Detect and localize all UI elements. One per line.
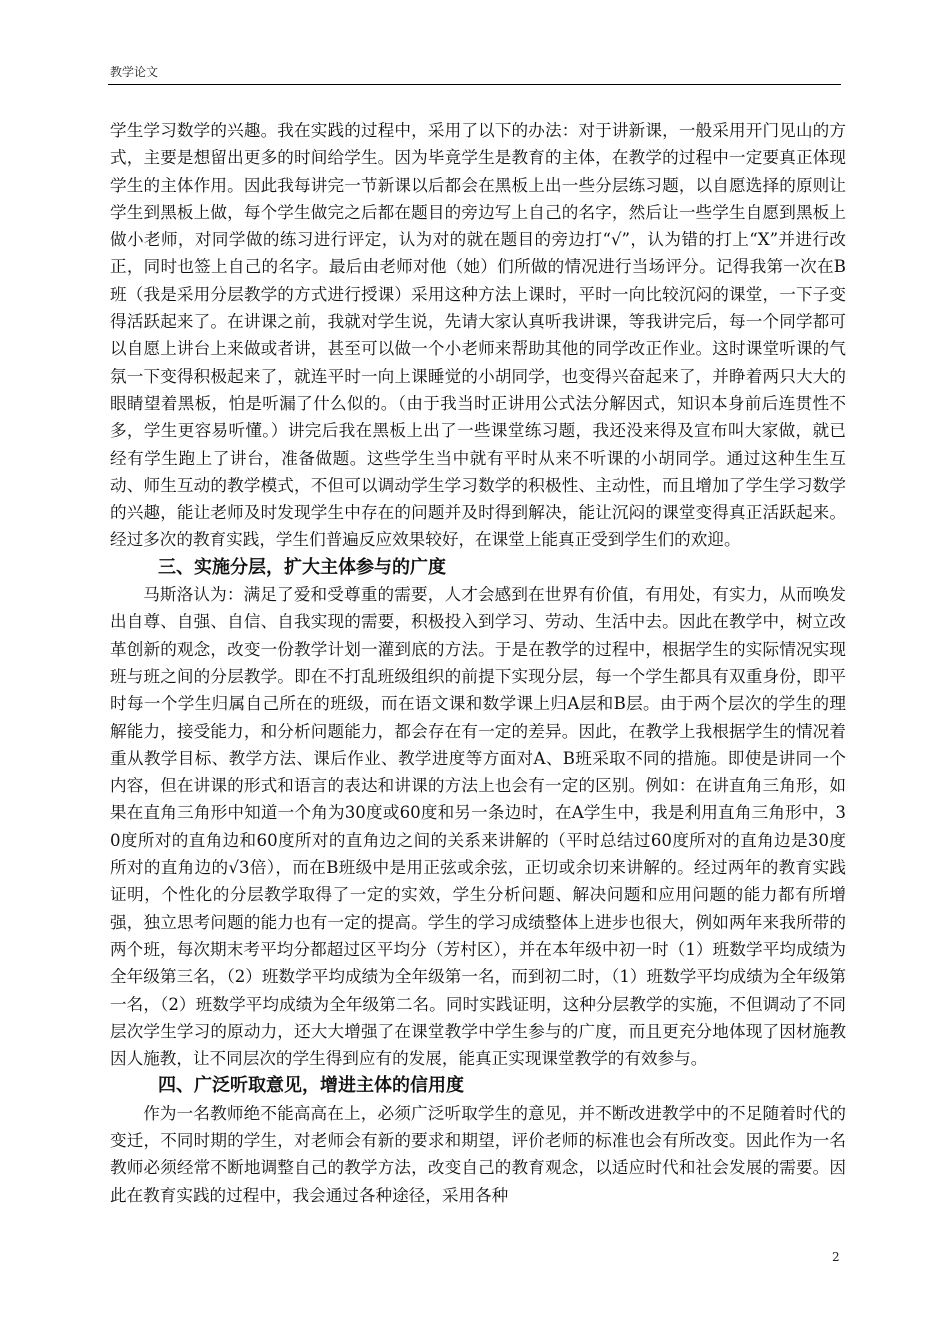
paragraph-section-3: 马斯洛认为：满足了爱和受尊重的需要，人才会感到在世界有价值，有用处，有实力，从而唤发出自尊、自强、自信、自我实现的需要，积极投入到学习、劳动、生活中去。因此在教学中，树立改革创新的观念，改变一份教学计划一灌到底的方法。于是在教学的过程中，根据学生的实际情况实现班与班之间的分层教学。即在不打乱班级组织的前提下实现分层，每一个学生都具有双重身份，即平时每一个学生归属自己所在的班级，而在语文课和数学课上归A层和B层。由于两个层次的学生的理解能力，接受能力，和分析问题能力，都会存在有一定的差异。因此，在教学上我根据学生的情况着重从教学目标、教学方法、课后作业、教学进度等方面对A、B班采取不同的措施。即使是讲同一个内容，但在讲课的形式和语言的表达和讲课的方法上也会有一定的区别。例如：在讲直角三角形，如果在直角三角形中知道一个角为30度或60度和另一条边时，在A学生中，我是利用直角三角形中，30度所对的直角边和60度所对的直角边之间的关系来讲解的（平时总结过60度所对的直角边是30度所对的直角边的√3倍），而在B班级中是用正弦或余弦，正切或余切来讲解的。经过两年的教育实践证明，个性化的分层教学取得了一定的实效，学生分析问题、解决问题和应用问题的能力都有所增强，独立思考问题的能力也有一定的提高。学生的学习成绩整体上进步也很大，例如两年来我所带的两个班，每次期末考平均分都超过区平均分（芳村区），并在本年级中初一时（1）班数学平均成绩为全年级第三名，（2）班数学平均成绩为全年级第一名，而到初二时，（1）班数学平均成绩为全年级第一名，（2）班数学平均成绩为全年级第二名。同时实践证明，这种分层教学的实施，不但调动了不同层次学生学习的原动力，还大大增强了在课堂教学中学生参与的广度，而且更充分地体现了因材施教因人施教，让不同层次的学生得到应有的发展，能真正实现课堂教学的有效参与。 [110,585,846,1069]
page-number: 2 [832,1250,840,1264]
header-rule [108,84,841,85]
paragraph-section-4: 作为一名教师绝不能高高在上，必须广泛听取学生的意见，并不断改进教学中的不足随着时代的变迁，不同时期的学生，对老师会有新的要求和期望，评价老师的标准也会有所改变。因此作为一名教师必须经常不断地调整自己的教学方法，改变自己的教育观念，以适应时代和社会发展的需要。因此在教育实践的过程中，我会通过各种途径，采用各种 [110,1103,846,1205]
section-heading-4: 四、广泛听取意见，增进主体的信用度 [158,1075,464,1097]
body-text [110,117,846,1209]
paragraph-continued: 学生学习数学的兴趣。我在实践的过程中，采用了以下的办法：对于讲新课，一般采用开门见山的方式，主要是想留出更多的时间给学生。因为毕竟学生是教育的主体，在教学的过程中一定要真正体现学生的主体作用。因此我每讲完一节新课以后都会在黑板上出一些分层练习题，以自愿选择的原则让学生到黑板上做，每个学生做完之后都在题目的旁边写上自己的名字，然后让一些学生自愿到黑板上做小老师，对同学做的练习进行评定，认为对的就在题目的旁边打“√”，认为错的打上“X”并进行改正，同时也签上自己的名字。最后由老师对他（她）们所做的情况进行当场评分。记得我第一次在B班（我是采用分层教学的方式进行授课）采用这种方法上课时，平时一向比较沉闷的课堂，一下子变得活跃起来了。在讲课之前，我就对学生说，先请大家认真听我讲课，等我讲完后，每一个同学都可以自愿上讲台上来做或者讲，甚至可以做一个小老师来帮助其他的同学改正作业。这时课堂听课的气氛一下变得积极起来了，就连平时一向上课睡觉的小胡同学，也变得兴奋起来了，并睁着两只大大的眼睛望着黑板，怕是听漏了什么似的。（由于我当时正讲用公式法分解因式，知识本身前后连贯性不多，学生更容易听懂。）讲完后我在黑板上出了一些课堂练习题，我还没来得及宣布叫大家做，就已经有学生跑上了讲台，准备做题。这些学生当中就有平时从来不听课的小胡同学。通过这种生生互动、师生互动的教学模式，不但可以调动学生学习数学的积极性、主动性，而且增加了学生学习数学的兴趣，能让老师及时发现学生中存在的问题并及时得到解决，能让沉闷的课堂变得真正活跃起来。经过多次的教育实践，学生们普遍反应效果较好，在课堂上能真正受到学生们的欢迎。 [110,121,846,550]
running-header: 教学论文 [110,65,159,79]
section-heading-3: 三、实施分层，扩大主体参与的广度 [158,556,446,578]
